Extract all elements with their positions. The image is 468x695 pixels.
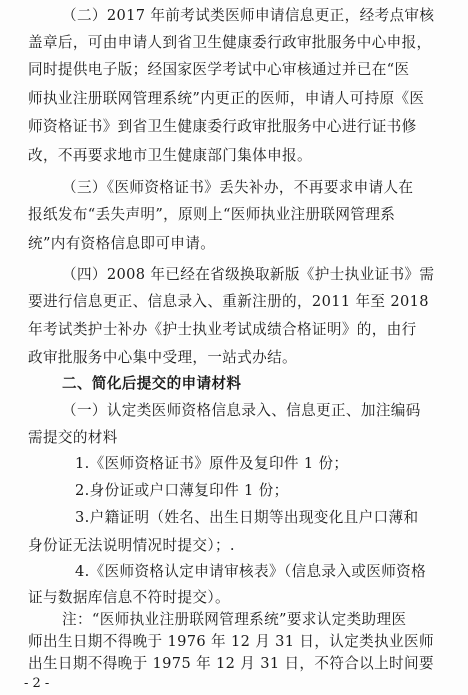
text-line: 师执业注册联网管理系统”内更正的医师，申请人可持原《医: [28, 90, 425, 107]
text-line: 年考试类护士补办《护士执业考试成绩合格证明》的，由行: [28, 321, 417, 338]
list-item: 3.户籍证明（姓名、出生日期等出现变化且户口薄和: [75, 509, 419, 526]
text-line: 身份证无法说明情况时提交）；.: [28, 537, 235, 554]
text-line: （一）认定类医师资格信息录入、信息更正、加注编码: [62, 402, 421, 419]
text-line: 师出生日期不得晚于 1976 年 12 月 31 日，认定类执业医师: [28, 633, 434, 650]
text-line: 报纸发布“丢失声明”，原则上“医师执业注册联网管理系: [28, 206, 396, 223]
text-line: 需提交的材料: [28, 429, 118, 446]
list-item: 2.身份证或户口薄复印件 1 份；: [75, 482, 289, 499]
section-heading: 二、简化后提交的申请材料: [62, 375, 242, 392]
page-number: - 2 -: [24, 676, 50, 691]
text-line: 证与数据库信息不符时提交）。: [28, 589, 230, 606]
text-line: 要进行信息更正、信息录入、重新注册的，2011 年至 2018: [28, 293, 429, 310]
text-line: 师资格证书》到省卫生健康委行政审批服务中心进行证书修: [28, 118, 417, 135]
text-line: 政审批服务中心集中受理，一站式办结。: [28, 349, 297, 366]
text-line: 出生日期不得晚于 1975 年 12 月 31 日，不符合以上时间要: [28, 655, 434, 672]
text-line: （四）2008 年已经在省级换取新版《护士执业证书》需: [62, 266, 435, 283]
list-item: 4.《医师资格认定申请审核表》（信息录入或医师资格: [75, 563, 427, 580]
text-line: 同时提供电子版；经国家医学考试中心审核通过并已在“医: [28, 61, 410, 78]
text-line: （二）2017 年前考试类医师申请信息更正，经考点审核: [62, 7, 435, 24]
note-line: 注：“医师执业注册联网管理系统”要求认定类助理医: [62, 611, 407, 628]
text-line: （三）《医师资格证书》丢失补办，不再要求申请人在: [62, 179, 414, 196]
text-line: 改，不再要求地市卫生健康部门集体申报。: [28, 147, 312, 164]
list-item: 1.《医师资格证书》原件及复印件 1 份；: [75, 455, 349, 472]
text-line: 盖章后，可由申请人到省卫生健康委行政审批服务中心申报，: [28, 34, 432, 51]
text-line: 统”内有资格信息即可申请。: [28, 235, 216, 252]
